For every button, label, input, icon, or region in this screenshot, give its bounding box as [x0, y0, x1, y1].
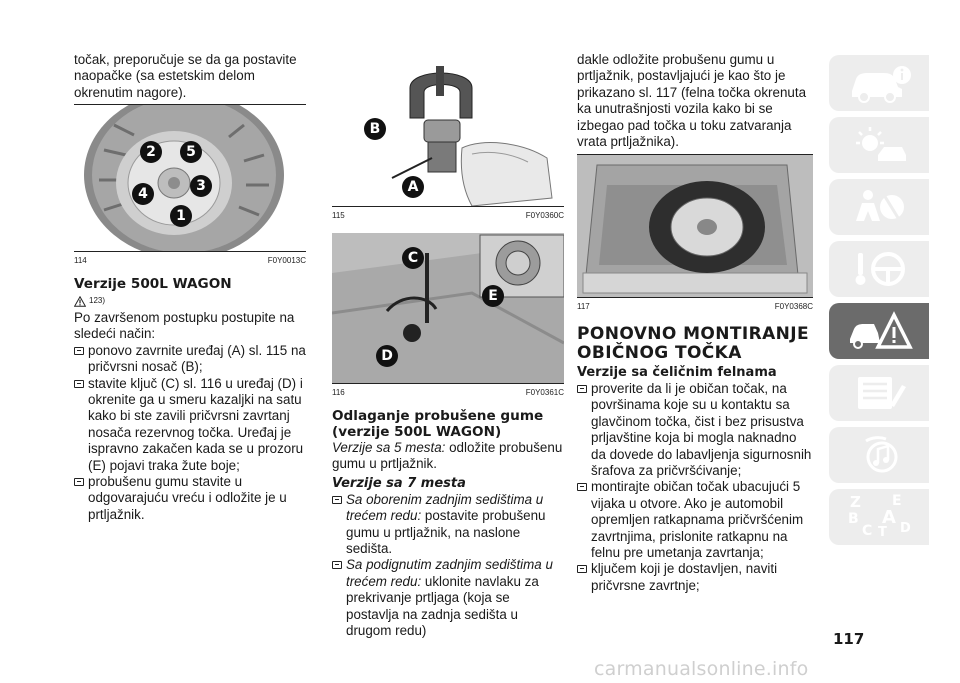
list-item: proverite da li je običan točak, na površinama koje su u kontaktu sa glavčinom točka, čist i bez prisustva prljavštine koja bi mogla naknadno da dovede do labavljenja sigurnosnih šrafova za pričvršćivanje; [577, 381, 813, 479]
watermark-text: carmanualsonline.info [594, 658, 809, 680]
checkbox-bullet-icon [74, 380, 84, 388]
badge-1: 1 [170, 205, 192, 227]
column-2 [332, 58, 564, 639]
list-item: ključem koji je dostavljen, naviti pričvrsne zavrtnje; [577, 561, 813, 594]
key-device-illustration [332, 233, 564, 383]
badge-5: 5 [180, 141, 202, 163]
figure-code: F0Y0360C [525, 211, 564, 220]
badge-d: D [376, 345, 398, 367]
badge-2: 2 [140, 141, 162, 163]
five-seat-text: odložite probušenu gumu u prtljažnik. [332, 440, 563, 472]
intro-paragraph: točak, preporučuje se da ga postavite naopačke (sa estetskim delom okrenutim nagore). [74, 52, 297, 100]
index-letters-icon: Z E B A C T D [848, 493, 911, 540]
figure-116-caption [332, 388, 564, 398]
checkbox-bullet-icon [74, 478, 84, 486]
figure-number: 114 [74, 256, 87, 265]
tab-dashboard-lights[interactable] [829, 117, 929, 173]
warning-icon [74, 296, 86, 307]
figure-116-key [332, 233, 564, 383]
badge-a: A [402, 176, 424, 198]
checkbox-bullet-icon [577, 385, 587, 393]
figure-114-caption [74, 256, 306, 266]
dashboard-lights-icon [844, 123, 914, 167]
figure-bottom-rule [74, 251, 306, 252]
tab-index[interactable] [829, 489, 929, 545]
list-item: probušenu gumu stavite u odgovarajuću vreću i odložite je u prtljažnik. [74, 474, 306, 523]
tab-emergency[interactable] [829, 303, 929, 359]
figure-bottom-rule [332, 206, 564, 207]
multimedia-icon [844, 433, 914, 477]
list-item: ponovo zavrnite uređaj (A) sl. 115 na pričvrsni nosač (B); [74, 343, 306, 376]
five-seat-paragraph [332, 440, 564, 473]
figure-bottom-rule [332, 383, 564, 384]
list-item: Sa podignutim zadnjim sedištima u trećem redu: uklonite navlaku za prekrivanje prtljaga (koja se postavlja na zadnja sedišta u drugom redu) [332, 557, 564, 639]
section-title-refitting-wheel: PONOVNO MONTIRANJE OBIČNOG TOČKA [577, 324, 810, 363]
list-item: Sa oborenim zadnjim sedištima u trećem redu: postavite probušenu gumu u prtljažnik, na naslone sedišta. [332, 492, 564, 558]
chapter-tabs [829, 55, 929, 551]
tab-steering-start[interactable] [829, 241, 929, 297]
figure-115-caption [332, 211, 564, 221]
tab-maintenance[interactable] [829, 365, 929, 421]
figure-code: F0Y0361C [525, 388, 564, 397]
checkbox-bullet-icon [577, 565, 587, 573]
figure-115-mount [332, 58, 564, 206]
warning-triangle-icon [844, 309, 914, 353]
tab-car-info[interactable] [829, 55, 929, 111]
figure-bottom-rule [577, 297, 813, 298]
tab-multimedia[interactable] [829, 427, 929, 483]
list-item: montirajte običan točak ubacujući 5 vijaka u otvore. Ako je automobil opremljen ratkapnama pričvršćenim zavrtnjima, prislonite ratkapnu na felnu pre umetanja zavrtanja; [577, 479, 813, 561]
figure-117-trunk [577, 155, 813, 297]
checkbox-bullet-icon [332, 561, 342, 569]
five-seat-label: Verzije sa 5 mesta: [332, 440, 446, 455]
badge-c: C [402, 247, 424, 269]
airbag-safety-icon [844, 185, 914, 229]
warning-ref-text: 123) [89, 295, 106, 305]
figure-number: 117 [577, 302, 590, 311]
seven-seat-title: Verzije sa 7 mesta [332, 475, 466, 491]
figure-number: 116 [332, 388, 345, 397]
warning-reference [74, 294, 306, 308]
checkbox-bullet-icon [332, 496, 342, 504]
badge-4: 4 [132, 183, 154, 205]
badge-b: B [364, 118, 386, 140]
car-info-icon [844, 61, 914, 105]
figure-code: F0Y0013C [267, 256, 306, 265]
intro-paragraph: dakle odložite probušenu gumu u prtljažnik, postavljajući je kao što je prikazano sl. 117 (felna točka okrenuta ka unutrašnjosti vozila kako bi se izbegao pad točka u toku zatvaranja vrata prtljažnika). [577, 52, 807, 150]
checkbox-bullet-icon [577, 483, 587, 491]
column-3 [577, 52, 813, 594]
tab-airbag-safety[interactable] [829, 179, 929, 235]
badge-3: 3 [190, 175, 212, 197]
wheel-illustration [74, 105, 306, 251]
figure-117-caption [577, 302, 813, 312]
steering-start-icon [844, 247, 914, 291]
subsection-steel-rims: Verzije sa čeličnim felnama [577, 365, 777, 380]
lead-paragraph: Po završenom postupku postupite na sledeći način: [74, 310, 295, 342]
list-item: stavite ključ (C) sl. 116 u uređaj (D) i okrenite ga u smeru kazaljki na satu kako bi ste zavili pričvrsni zavrtanj nosača rezervnog točka. Uređaj je ispravno zakačen kada se u prozoru (E) pojavi traka žute boje; [74, 376, 306, 474]
maintenance-list-icon [844, 371, 914, 415]
checkbox-bullet-icon [74, 347, 84, 355]
figure-code: F0Y0368C [774, 302, 813, 311]
section-title-500l-wagon: Verzije 500L WAGON [74, 276, 232, 292]
section-title-storing-tyre: Odlaganje probušene gume (verzije 500L WAGON) [332, 408, 544, 440]
badge-e: E [482, 285, 504, 307]
page-number: 117 [833, 630, 865, 648]
column-1 [74, 52, 306, 523]
figure-114-wheel [74, 105, 306, 251]
figure-number: 115 [332, 211, 345, 220]
trunk-spare-wheel-illustration [577, 155, 813, 297]
